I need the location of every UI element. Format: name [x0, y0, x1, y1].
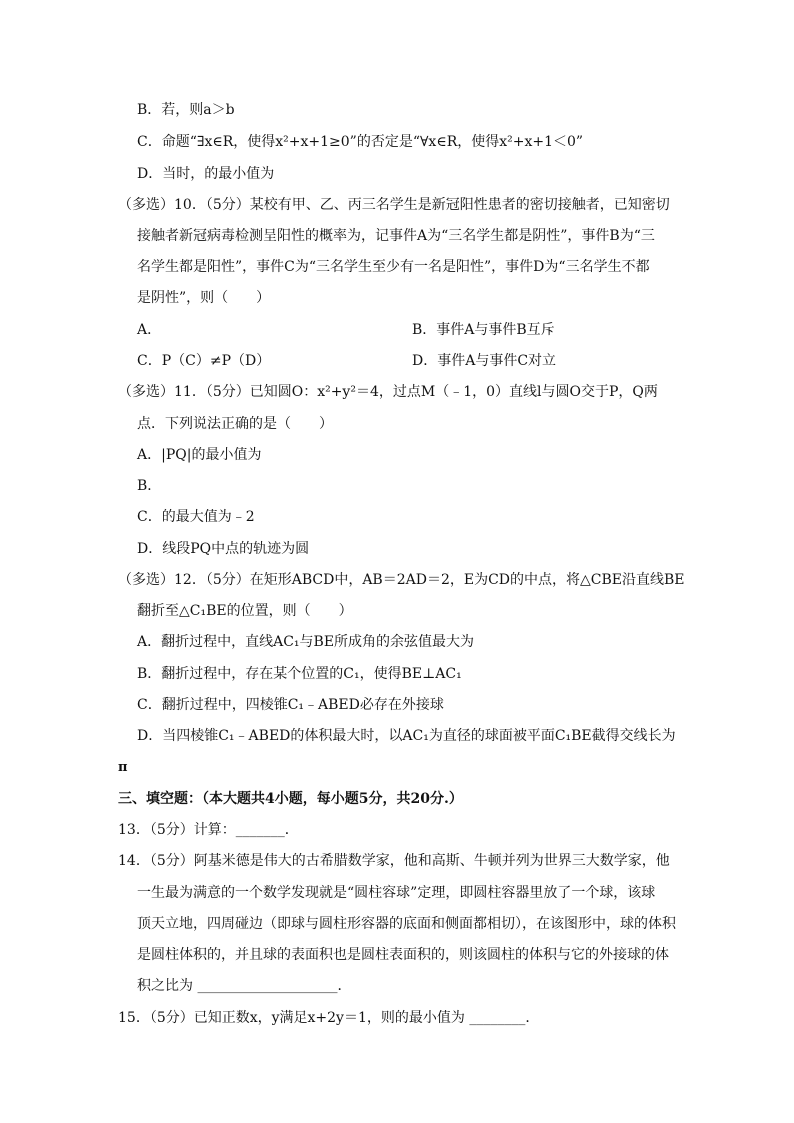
q11-option-d: D．线段PQ中点的轨迹为圆 — [137, 541, 310, 557]
q13: 13．（5分）计算：_______． — [118, 822, 299, 838]
q14-line-4: 是圆柱体积的，并且球的表面积也是圆柱表面积的，则该圆柱的体积与它的外接球的体 — [137, 947, 669, 963]
q14-line-1: 14．（5分）阿基米德是伟大的古希腊数学家，他和高斯、牛顿并列为世界三大数学家，他 — [118, 853, 670, 869]
q12-option-b: B．翻折过程中，存在某个位置的C₁，使得BE⊥AC₁ — [137, 666, 462, 682]
q14-line-2: 一生最为满意的一个数学发现就是“圆柱容球”定理，即圆柱容器里放了一个球，该球 — [137, 885, 656, 901]
q10-stem-line-4: 是阴性”，则（ ） — [137, 290, 271, 306]
q11-stem-line-2: 点．下列说法正确的是（ ） — [137, 416, 333, 432]
q12-stem-line-1: （多选）12．（5分）在矩形ABCD中，AB＝2AD＝2，E为CD的中点，将△CBE沿直线BE — [118, 572, 685, 588]
q14-line-5: 积之比为 ____________________． — [137, 978, 352, 994]
q11-option-b: B． — [137, 478, 162, 494]
q15: 15．（5分）已知正数x，y满足x+2y＝1，则的最小值为 ________． — [118, 1010, 540, 1026]
q12-option-c: C．翻折过程中，四棱锥C₁﹣ABED必存在外接球 — [137, 697, 444, 713]
q11-option-c: C．的最大值为﹣2 — [137, 509, 255, 525]
q14-line-3: 顶天立地，四周碰边（即球与圆柱形容器的底面和侧面都相切），在该图形中，球的体积 — [137, 916, 676, 932]
q9-option-c: C．命题“∃x∈R，使得x²+x+1≥0”的否定是“∀x∈R，使得x²+x+1＜0” — [137, 134, 584, 150]
q12-option-d-continuation: π — [118, 760, 128, 775]
q12-stem-line-2: 翻折至△C₁BE的位置，则（ ） — [137, 603, 353, 619]
q10-stem-line-3: 名学生都是阳性”，事件C为“三名学生至少有一名是阳性”，事件D为“三名学生不都 — [137, 259, 650, 275]
q9-option-d: D．当时，的最小值为 — [137, 166, 275, 182]
q10-option-d: D．事件A与事件C对立 — [412, 353, 557, 369]
q12-option-a: A．翻折过程中，直线AC₁与BE所成角的余弦值最大为 — [137, 634, 475, 650]
q10-stem-line-1: （多选）10．（5分）某校有甲、乙、丙三名学生是新冠阳性患者的密切接触者，已知密切 — [118, 197, 670, 213]
q11-stem-line-1: （多选）11．（5分）已知圆O：x²+y²＝4，过点M（﹣1，0）直线l与圆O交于P，Q两 — [118, 384, 658, 400]
q10-stem-line-2: 接触者新冠病毒检测呈阳性的概率为，记事件A为“三名学生都是阴性”，事件B为“三 — [137, 228, 655, 244]
q11-option-a: A．|PQ|的最小值为 — [137, 447, 262, 463]
q12-option-d: D．当四棱锥C₁﹣ABED的体积最大时，以AC₁为直径的球面被平面C₁BE截得交线长为 — [137, 728, 676, 744]
q10-option-c: C．P（C）≠P（D） — [137, 353, 271, 369]
q10-option-a: A． — [137, 322, 162, 338]
q10-option-b: B．事件A与事件B互斥 — [412, 322, 555, 338]
q9-option-b: B．若，则a＞b — [137, 102, 235, 118]
section-heading-fill-in: 三、填空题：（本大题共4小题，每小题5分，共20分.） — [118, 791, 463, 807]
